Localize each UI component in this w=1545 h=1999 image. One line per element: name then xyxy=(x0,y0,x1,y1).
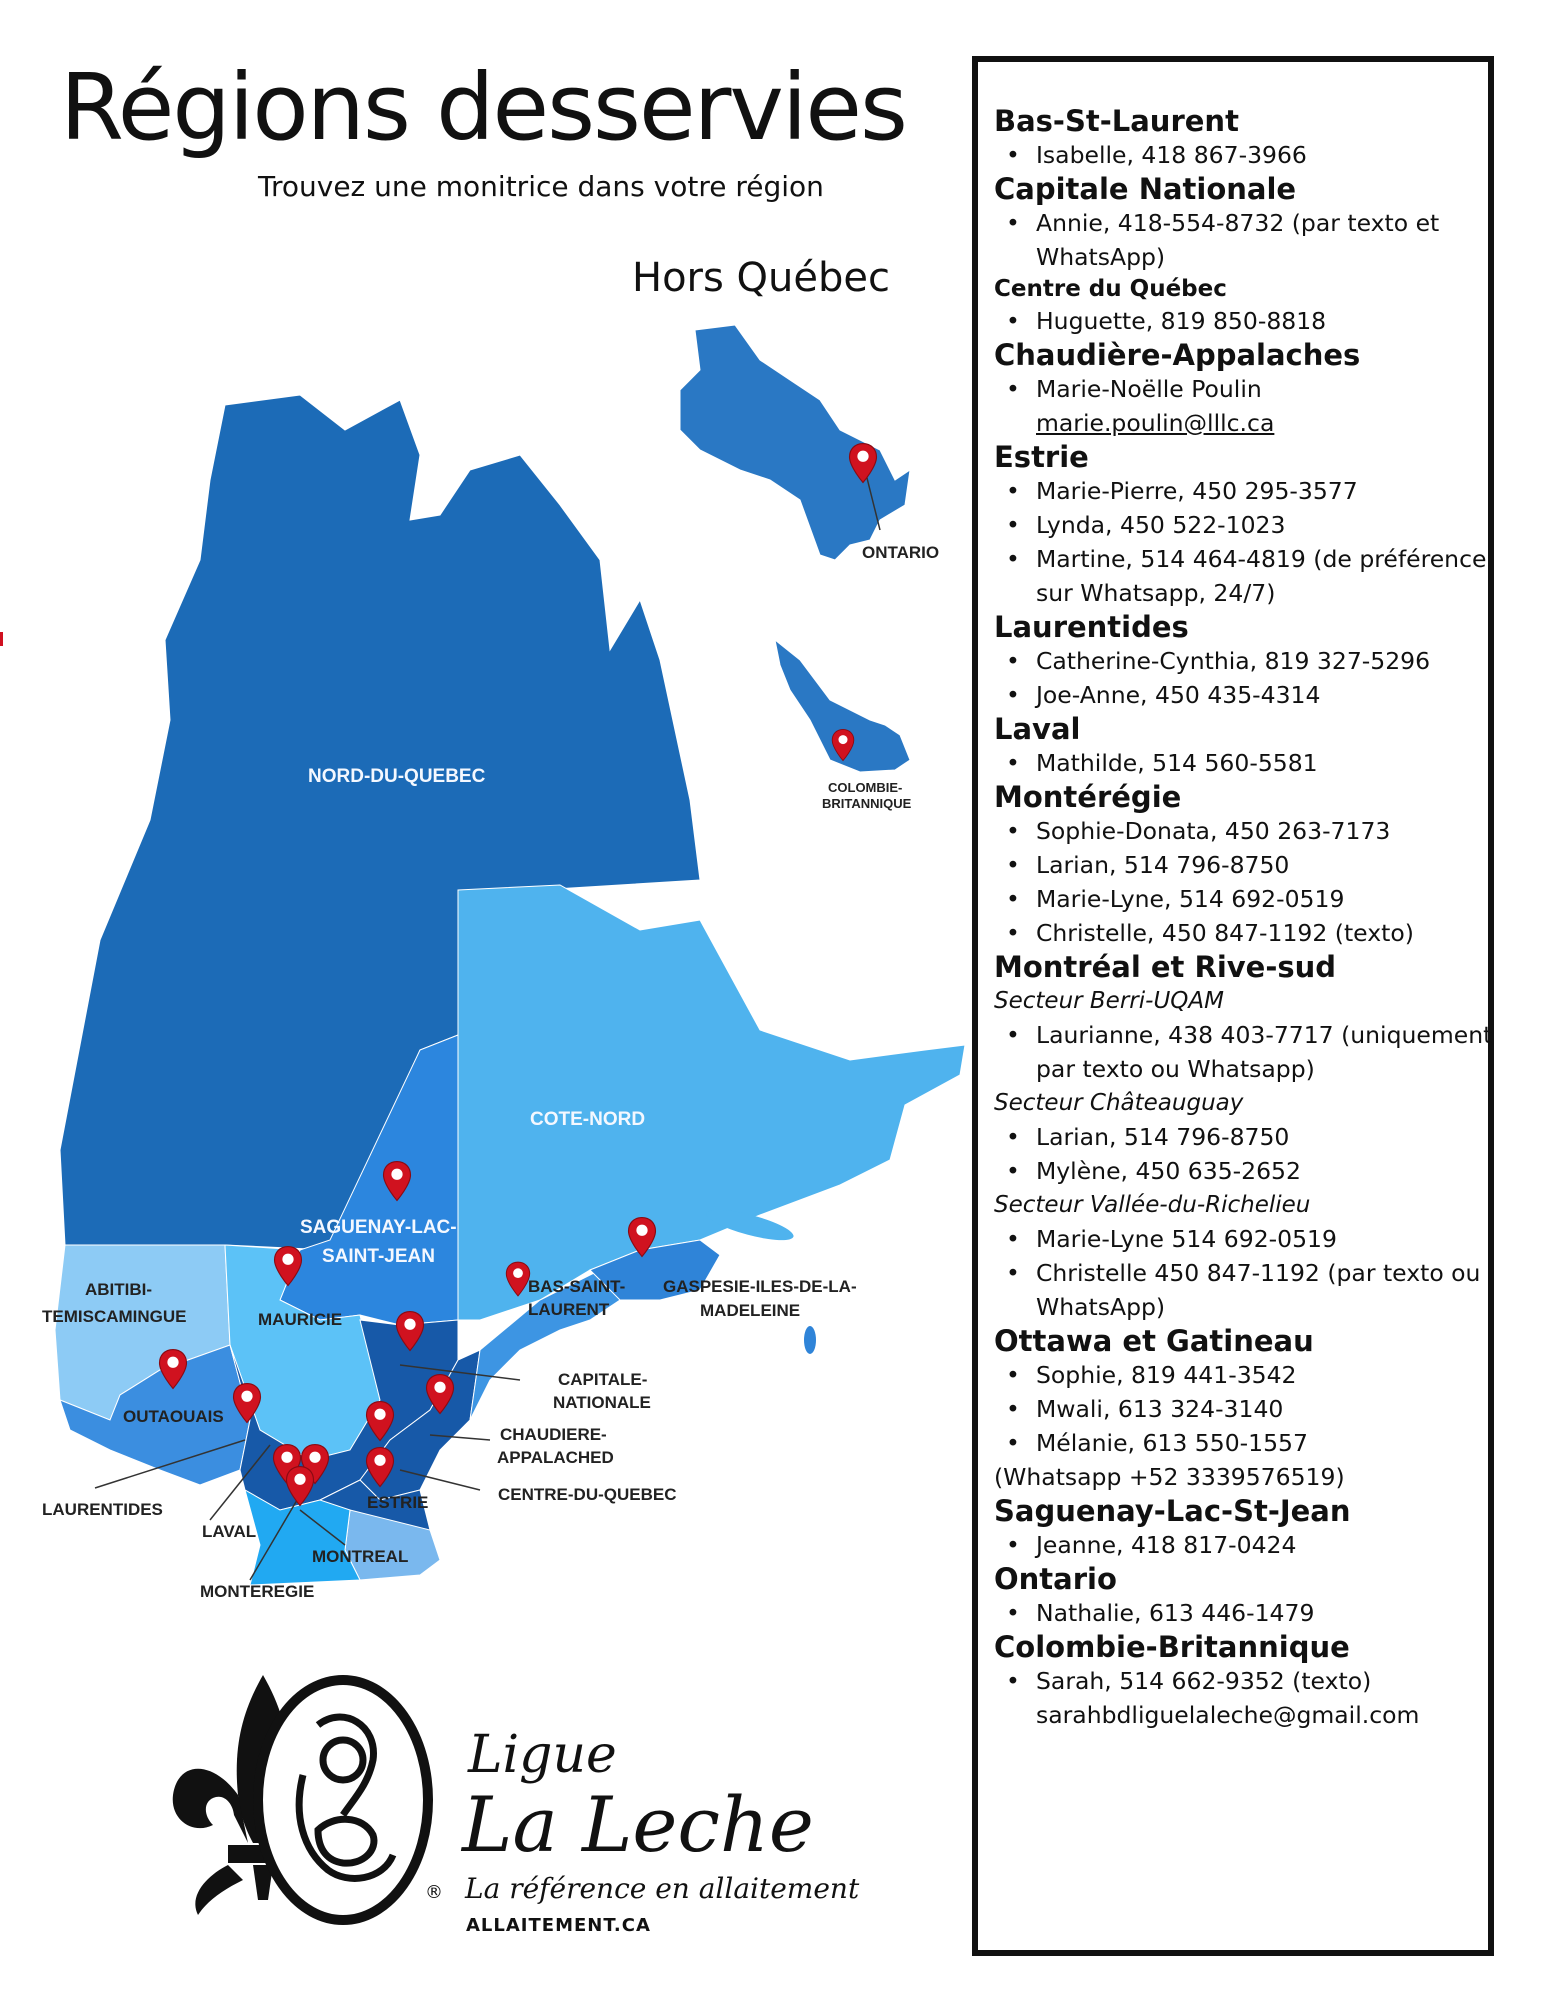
contact-entry: sur Whatsapp, 24/7) xyxy=(1036,579,1276,607)
contact-entry: • Marie-Pierre, 450 295-3577 xyxy=(994,474,1488,508)
label-estrie: ESTRIE xyxy=(367,1493,429,1512)
registered-mark: ® xyxy=(425,1882,443,1903)
label-saguenay-1: SAGUENAY-LAC- xyxy=(300,1217,457,1238)
contact-entry: WhatsApp) xyxy=(1036,1293,1166,1321)
region-heading: Bas-St-Laurent xyxy=(994,104,1239,138)
contact-entry: • Mélanie, 613 550-1557 xyxy=(994,1426,1488,1460)
contact-entry: sarahbdliguelaleche@gmail.com xyxy=(1036,1701,1420,1729)
label-ontario: ONTARIO xyxy=(862,543,940,562)
logo-url: ALLAITEMENT.CA xyxy=(466,1915,651,1936)
contact-entry: • Mylène, 450 635-2652 xyxy=(994,1154,1488,1188)
label-abitibi-1: ABITIBI- xyxy=(85,1280,153,1299)
logo-tagline: La référence en allaitement xyxy=(465,1872,860,1905)
page-subtitle: Trouvez une monitrice dans votre région xyxy=(258,170,824,203)
contact-entry: • Marie-Lyne 514 692-0519 xyxy=(994,1222,1488,1256)
page-title: Régions desservies xyxy=(60,54,906,161)
region-heading: Centre du Québec xyxy=(994,276,1227,302)
label-capitale-2: NATIONALE xyxy=(553,1393,651,1412)
contact-entry: • Sarah, 514 662-9352 (texto) xyxy=(994,1664,1488,1698)
contact-entry: • Annie, 418-554-8732 (par texto et xyxy=(994,206,1488,240)
contact-entry: WhatsApp) xyxy=(1036,243,1166,271)
contact-entry: • Lynda, 450 522-1023 xyxy=(994,508,1488,542)
ligue-la-leche-logo xyxy=(168,1665,448,1935)
label-cote-nord: COTE-NORD xyxy=(530,1109,646,1130)
contact-entry: • Nathalie, 613 446-1479 xyxy=(994,1596,1488,1630)
contact-entry: • Jeanne, 418 817-0424 xyxy=(994,1528,1488,1562)
contact-entry: • Laurianne, 438 403-7717 (uniquement xyxy=(994,1018,1488,1052)
label-bc-2: BRITANNIQUE xyxy=(822,796,912,811)
region-heading: Montréal et Rive-sud xyxy=(994,950,1337,984)
region-heading: Estrie xyxy=(994,440,1089,474)
contact-entry: • Catherine-Cynthia, 819 327-5296 xyxy=(994,644,1488,678)
logo-text-ligue: Ligue xyxy=(468,1725,617,1785)
sector-label: Secteur Vallée-du-Richelieu xyxy=(994,1192,1311,1218)
madeleine-islands xyxy=(804,1326,816,1354)
contact-entry: • Marie-Noëlle Poulin xyxy=(994,372,1488,406)
label-laurentides: LAURENTIDES xyxy=(42,1500,163,1519)
contact-entry: • Martine, 514 464-4819 (de préférence xyxy=(994,542,1488,576)
region-heading: Capitale Nationale xyxy=(994,172,1297,206)
label-nord: NORD-DU-QUEBEC xyxy=(308,766,486,787)
regions-map xyxy=(0,300,970,1620)
label-gaspesie-1: GASPESIE-ILES-DE-LA- xyxy=(663,1277,857,1296)
label-abitibi-2: TEMISCAMINGUE xyxy=(42,1307,187,1326)
label-chaudiere-1: CHAUDIERE- xyxy=(500,1425,607,1444)
contact-entry: • Larian, 514 796-8750 xyxy=(994,1120,1488,1154)
contact-entry: • Sophie-Donata, 450 263-7173 xyxy=(994,814,1488,848)
region-heading: Montérégie xyxy=(994,780,1182,814)
ontario-inset[interactable] xyxy=(680,325,910,560)
contact-entry: • Christelle 450 847-1192 (par texto ou xyxy=(994,1256,1488,1290)
label-bas-1: BAS-SAINT- xyxy=(528,1277,626,1296)
contact-entry: • Christelle, 450 847-1192 (texto) xyxy=(994,916,1488,950)
logo-text-la-leche: La Leche xyxy=(462,1780,814,1869)
region-heading: Laurentides xyxy=(994,610,1189,644)
contact-entry: • Mwali, 613 324-3140 xyxy=(994,1392,1488,1426)
outside-quebec-label: Hors Québec xyxy=(632,255,890,301)
contact-entry: (Whatsapp +52 3339576519) xyxy=(994,1463,1345,1491)
contact-entry: • Joe-Anne, 450 435-4314 xyxy=(994,678,1488,712)
region-heading: Laval xyxy=(994,712,1081,746)
email-link[interactable]: marie.poulin@lllc.ca xyxy=(1036,409,1275,437)
label-capitale-1: CAPITALE- xyxy=(558,1370,648,1389)
contact-entry: • Marie-Lyne, 514 692-0519 xyxy=(994,882,1488,916)
label-gaspesie-2: MADELEINE xyxy=(700,1301,801,1320)
label-montreal: MONTREAL xyxy=(312,1547,409,1566)
contact-entry: • Isabelle, 418 867-3966 xyxy=(994,138,1488,172)
contact-entry: par texto ou Whatsapp) xyxy=(1036,1055,1315,1083)
sector-label: Secteur Berri-UQAM xyxy=(994,988,1224,1014)
label-outaouais: OUTAOUAIS xyxy=(123,1407,224,1426)
label-laval: LAVAL xyxy=(202,1522,257,1541)
region-heading: Colombie-Britannique xyxy=(994,1630,1350,1664)
contact-list-box xyxy=(972,56,1494,1956)
label-monteregie: MONTEREGIE xyxy=(200,1582,315,1601)
region-heading: Saguenay-Lac-St-Jean xyxy=(994,1494,1351,1528)
label-bc-1: COLOMBIE- xyxy=(828,780,903,795)
contact-entry: • Huguette, 819 850-8818 xyxy=(994,304,1488,338)
region-heading: Ottawa et Gatineau xyxy=(994,1324,1314,1358)
contact-entry: • Mathilde, 514 560-5581 xyxy=(994,746,1488,780)
label-saguenay-2: SAINT-JEAN xyxy=(322,1246,435,1267)
region-heading: Ontario xyxy=(994,1562,1117,1596)
contact-entry: • Sophie, 819 441-3542 xyxy=(994,1358,1488,1392)
sector-label: Secteur Châteauguay xyxy=(994,1090,1244,1116)
contact-entry: • Larian, 514 796-8750 xyxy=(994,848,1488,882)
label-centre: CENTRE-DU-QUEBEC xyxy=(498,1485,677,1504)
label-mauricie: MAURICIE xyxy=(258,1310,343,1329)
label-chaudiere-2: APPALACHED xyxy=(497,1448,614,1467)
label-bas-2: LAURENT xyxy=(528,1300,610,1319)
region-heading: Chaudière-Appalaches xyxy=(994,338,1361,372)
